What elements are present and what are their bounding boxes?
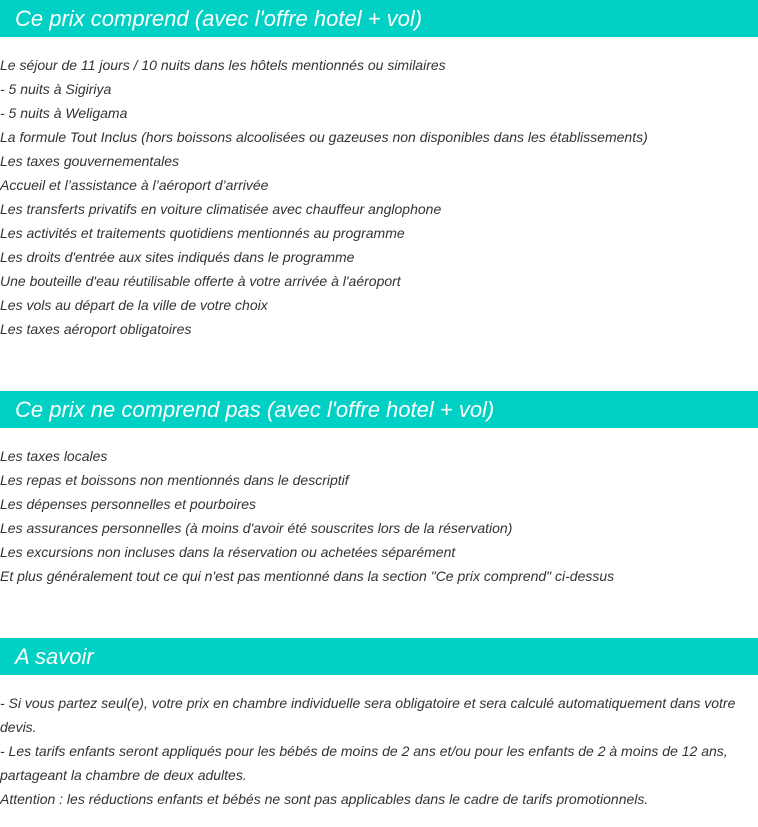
- info-content: [0, 675, 758, 811]
- list-item: Accueil et l’assistance à l’aéroport d’arrivée: [0, 177, 269, 193]
- list-item: Et plus généralement tout ce qui n'est pas mentionné dans la section "Ce prix comprend" ci-dessus: [0, 568, 615, 584]
- list-item: Les taxes gouvernementales: [0, 153, 179, 169]
- list-item: Les activités et traitements quotidiens mentionnés au programme: [0, 225, 405, 241]
- list-item: Le séjour de 11 jours / 10 nuits dans les hôtels mentionnés ou similaires: [0, 57, 446, 73]
- section-title: Ce prix ne comprend pas (avec l'offre hotel + vol): [0, 391, 758, 428]
- list-item: Les dépenses personnelles et pourboires: [0, 496, 257, 512]
- excluded-list: [0, 428, 758, 588]
- list-item: - 5 nuits à Sigiriya: [0, 81, 112, 97]
- list-item: Les droits d'entrée aux sites indiqués dans le programme: [0, 249, 355, 265]
- section-price-excludes: [0, 391, 758, 588]
- list-item: Les repas et boissons non mentionnés dans le descriptif: [0, 472, 349, 488]
- list-item: Les excursions non incluses dans la réservation ou achetées séparément: [0, 544, 456, 560]
- section-title: A savoir: [0, 638, 758, 675]
- included-list: [0, 37, 758, 341]
- info-paragraph: - Si vous partez seul(e), votre prix en chambre individuelle sera obligatoire et sera calculé automatiquement dans votre devis.: [0, 695, 736, 735]
- list-item: Une bouteille d'eau réutilisable offerte à votre arrivée à l'aéroport: [0, 273, 401, 289]
- info-paragraph: - Les tarifs enfants seront appliqués pour les bébés de moins de 2 ans et/ou pour les enfants de 2 à moins de 12 ans, partageant la chambre de deux adultes.: [0, 743, 728, 783]
- list-item: - 5 nuits à Weligama: [0, 105, 128, 121]
- list-item: Les vols au départ de la ville de votre choix: [0, 297, 268, 313]
- list-item: La formule Tout Inclus (hors boissons alcoolisées ou gazeuses non disponibles dans les établissements): [0, 129, 648, 145]
- info-paragraph: Attention : les réductions enfants et bébés ne sont pas applicables dans le cadre de tarifs promotionnels.: [0, 791, 649, 807]
- list-item: Les transferts privatifs en voiture climatisée avec chauffeur anglophone: [0, 201, 442, 217]
- list-item: Les assurances personnelles (à moins d'avoir été souscrites lors de la réservation): [0, 520, 513, 536]
- list-item: Les taxes locales: [0, 448, 108, 464]
- section-title: Ce prix comprend (avec l'offre hotel + vol): [0, 0, 758, 37]
- section-price-includes: [0, 0, 758, 341]
- section-good-to-know: [0, 638, 758, 811]
- list-item: Les taxes aéroport obligatoires: [0, 321, 192, 337]
